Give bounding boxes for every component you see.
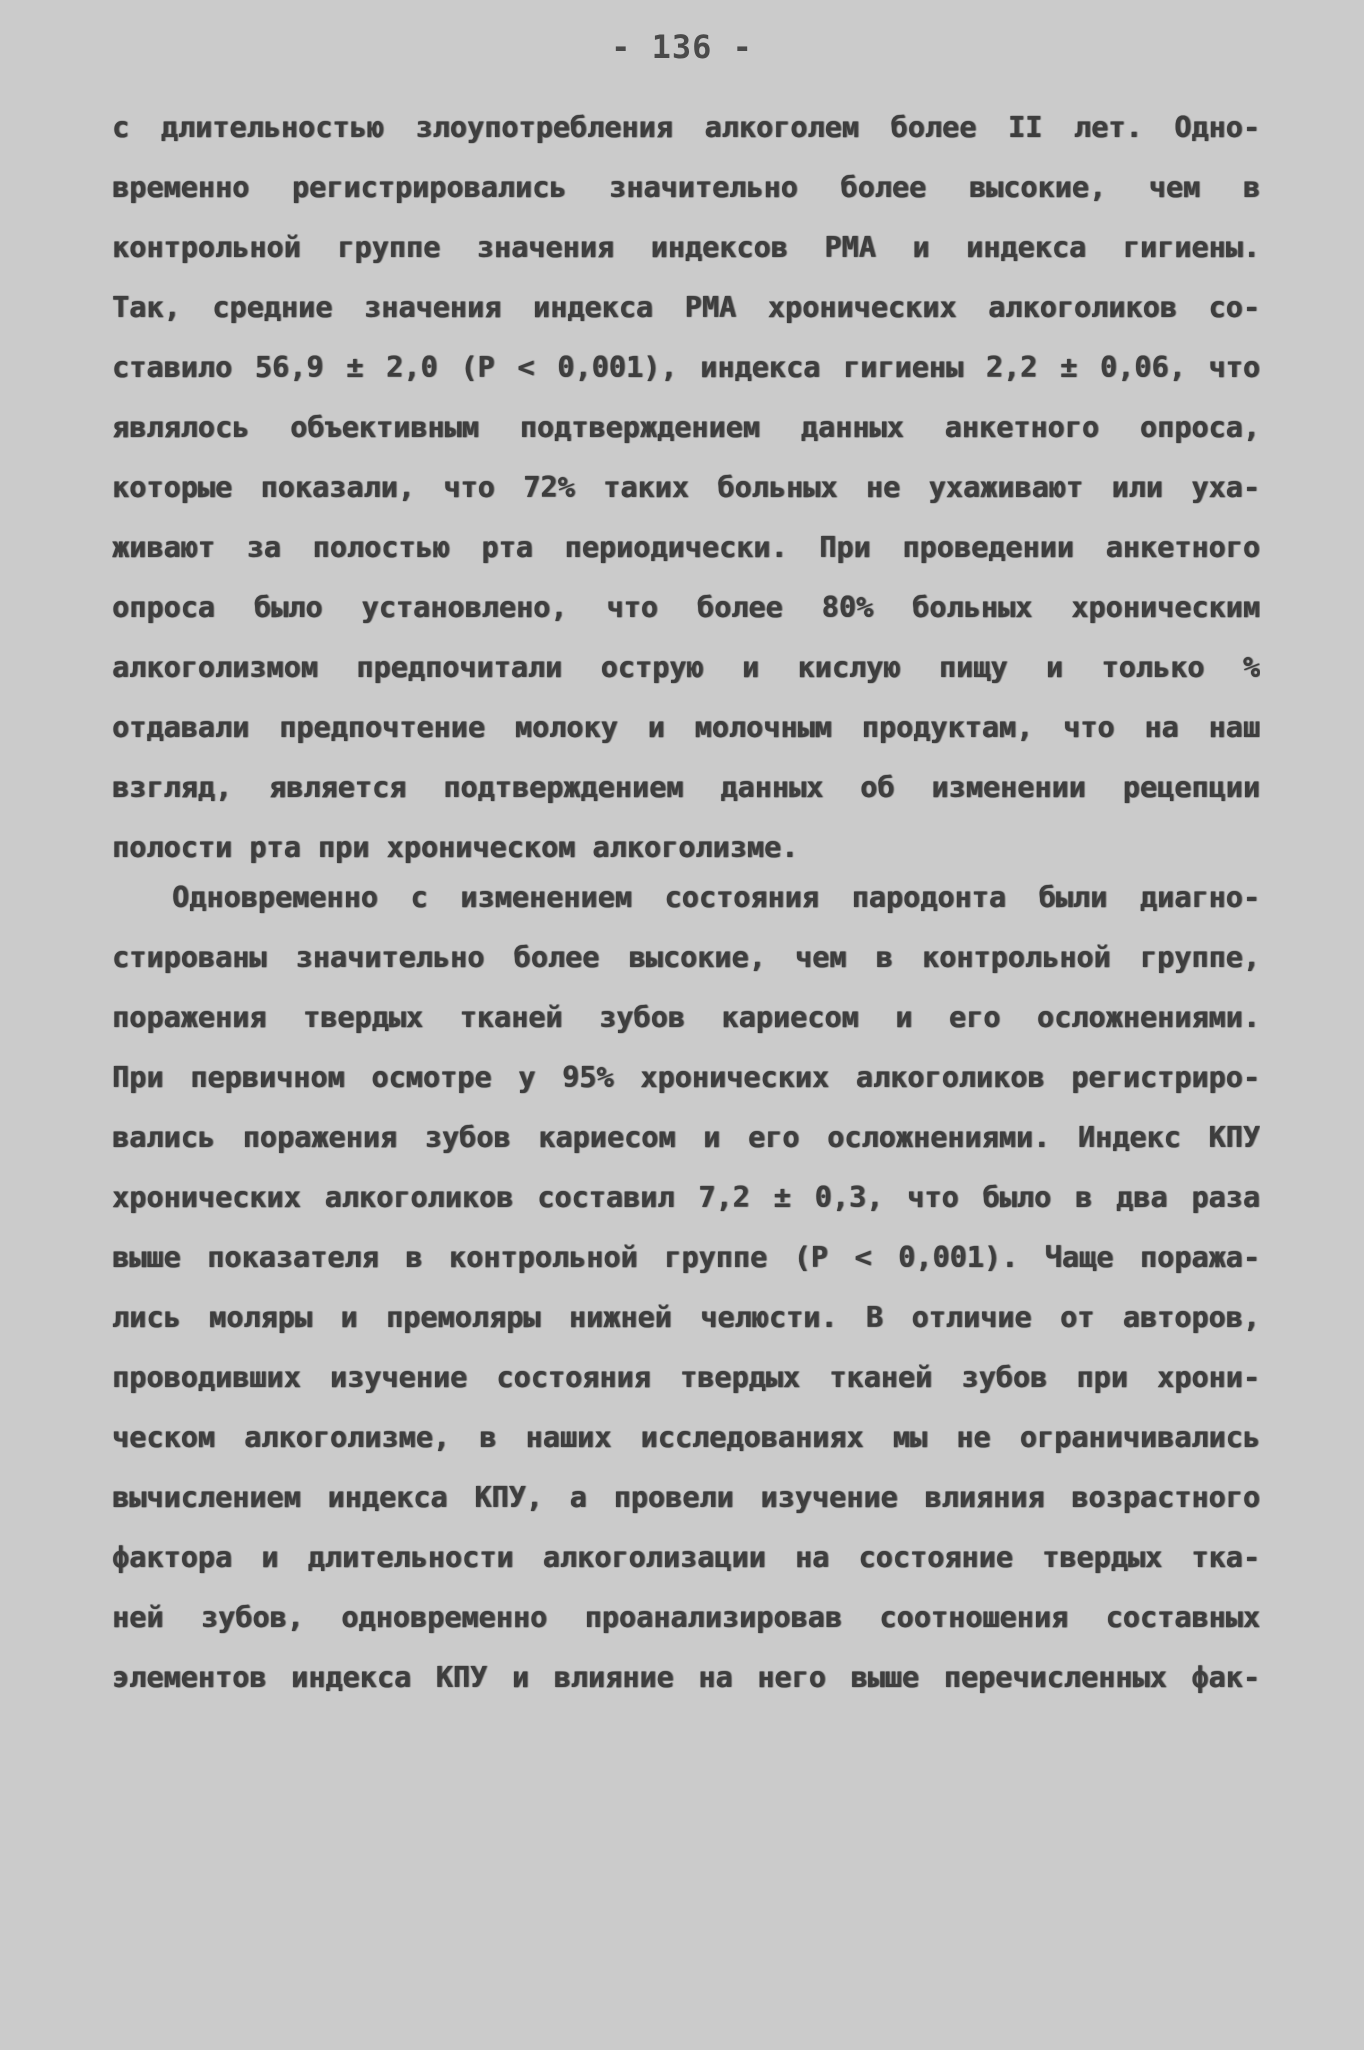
text-line: фактора и длительности алкоголизации на состояние твердых тка- <box>112 1541 1260 1574</box>
text-line: поражения твердых тканей зубов кариесом и его осложнениями. <box>112 1001 1260 1034</box>
text-line: Так, средние значения индекса РМА хронических алкоголиков со- <box>112 291 1260 324</box>
text-line: алкоголизмом предпочитали острую и кислую пищу и только % <box>112 651 1260 684</box>
text-line: которые показали, что 72% таких больных не ухаживают или уха- <box>112 471 1260 504</box>
text-line: живают за полостью рта периодически. При проведении анкетного <box>112 531 1260 564</box>
text-line: проводивших изучение состояния твердых тканей зубов при хрони- <box>112 1361 1260 1394</box>
text-line: контрольной группе значения индексов РМА и индекса гигиены. <box>112 231 1260 264</box>
text-line: выше показателя в контрольной группе (P < 0,001). Чаще поража- <box>112 1241 1260 1274</box>
text-line: лись моляры и премоляры нижней челюсти. В отличие от авторов, <box>112 1301 1260 1334</box>
text-line: временно регистрировались значительно более высокие, чем в <box>112 171 1260 204</box>
text-line: опроса было установлено, что более 80% больных хроническим <box>112 591 1260 624</box>
text-line: стированы значительно более высокие, чем в контрольной группе, <box>112 941 1260 974</box>
text-line: элементов индекса КПУ и влияние на него выше перечисленных фак- <box>112 1661 1260 1694</box>
text-line: с длительностью злоупотребления алкоголем более II лет. Одно- <box>112 111 1260 144</box>
text-line: взгляд, является подтверждением данных об изменении рецепции <box>112 771 1260 804</box>
text-line: При первичном осмотре у 95% хронических алкоголиков регистриро- <box>112 1061 1260 1094</box>
paragraph-1 <box>112 98 1260 878</box>
text-line: отдавали предпочтение молоку и молочным продуктам, что на наш <box>112 711 1260 744</box>
text-line: вычислением индекса КПУ, а провели изучение влияния возрастного <box>112 1481 1260 1514</box>
text-line: вались поражения зубов кариесом и его осложнениями. Индекс КПУ <box>112 1121 1260 1154</box>
text-line: Одновременно с изменением состояния пародонта были диагно- <box>172 881 1260 914</box>
text-line: полости рта при хроническом алкоголизме. <box>112 831 799 864</box>
text-line: ставило 56,9 ± 2,0 (P < 0,001), индекса гигиены 2,2 ± 0,06, что <box>112 351 1260 384</box>
text-line: являлось объективным подтверждением данных анкетного опроса, <box>112 411 1260 444</box>
text-line: ней зубов, одновременно проанализировав соотношения составных <box>112 1601 1260 1634</box>
paragraph-2 <box>112 868 1260 1708</box>
page-number: - 136 - <box>611 28 753 66</box>
text-line: ческом алкоголизме, в наших исследованиях мы не ограничивались <box>112 1421 1260 1454</box>
text-line: хронических алкоголиков составил 7,2 ± 0,3, что было в два раза <box>112 1181 1260 1214</box>
